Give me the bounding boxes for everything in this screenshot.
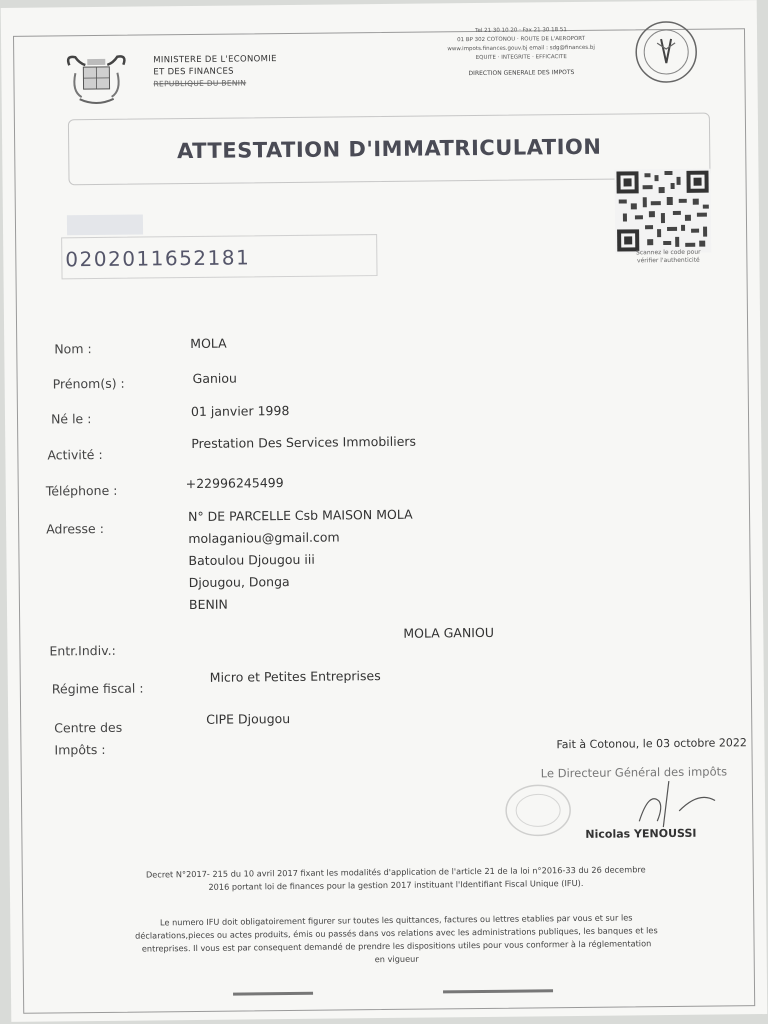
ifu-label-redacted <box>67 215 143 236</box>
signatory-last-name: YENOUSSI <box>633 826 697 841</box>
adresse-line-5: BENIN <box>188 596 228 613</box>
contact-line-3: www.impots.finances.gouv.bj email : sdg@finances.bj <box>447 44 595 53</box>
ministry-header <box>153 53 277 90</box>
motto: EQUITE · INTEGRITE · EFFICACITE <box>475 54 567 62</box>
decree-line-1: Decret N°2017- 215 du 10 avril 2017 fixant les modalités d'application de l'article 21 de la loi n°2016-33 du 26 decembre <box>145 864 646 880</box>
contact-header <box>431 26 612 79</box>
ne-le-value: 01 janvier 1998 <box>190 402 290 420</box>
prenom-label: Prénom(s) : <box>52 375 125 392</box>
activite-value: Prestation Des Services Immobiliers <box>191 433 417 452</box>
adresse-line-2: molaganiou@gmail.com <box>188 529 340 547</box>
document-title: ATTESTATION D'IMMATRICULATION <box>176 134 602 164</box>
ifu-number: 0202011652181 <box>65 245 251 272</box>
decree-line-2: 2016 portant loi de finances pour la gestion 2017 instituant l'Identifiant Fiscal Unique (IFU). <box>208 877 584 892</box>
qr-caption-line-2: vérifier l'authenticité <box>636 256 700 265</box>
nom-label: Nom : <box>54 341 92 357</box>
document-sheet <box>1 0 768 1022</box>
telephone-label: Téléphone : <box>45 482 118 499</box>
stamp-icon <box>503 782 574 839</box>
qr-caption <box>603 248 733 265</box>
centre-impots-label-line-1: Centre des <box>54 719 123 736</box>
notice-line-2: déclarations,pieces ou actes produits, émis ou passés dans vos relations avec les administrations publiques, les banques et les <box>135 925 658 941</box>
qr-caption-line-1: Scannez le code pour <box>636 248 701 257</box>
centre-impots-label <box>54 717 122 762</box>
regime-fiscal-value: Micro et Petites Entreprises <box>209 668 381 685</box>
director-title: Le Directeur Général des impôts <box>540 764 728 781</box>
centre-impots-value: CIPE Djougou <box>206 710 291 727</box>
republic-line: REPUBLIQUE DU BENIN <box>153 78 247 89</box>
contact-line-2: 01 BP 302 COTONOU · ROUTE DE L'AEROPORT <box>457 35 586 44</box>
adresse-label: Adresse : <box>46 520 104 537</box>
handwritten-signature-icon <box>619 771 720 832</box>
notice-line-4: en vigueur <box>374 953 419 965</box>
signatory-name <box>585 827 696 841</box>
direction-name: DIRECTION GENERALE DES IMPOTS <box>468 68 575 78</box>
ministry-line-2: ET DES FINANCES <box>153 66 234 78</box>
ministry-line-1: MINISTERE DE L'ECONOMIE <box>153 54 277 66</box>
notice-line-3: entreprises. Il vous est par consequent demandé de prendre les dispositions utiles pour vous conformer à la réglementation <box>141 938 652 954</box>
telephone-value: +22996245499 <box>185 475 284 492</box>
nom-value: MOLA <box>190 335 227 352</box>
regime-fiscal-label: Régime fiscal : <box>51 680 144 697</box>
benin-coat-of-arms-icon <box>61 51 132 112</box>
dgi-seal-icon <box>633 19 700 86</box>
ifu-notice <box>66 910 727 969</box>
signatory-first-name: Nicolas <box>585 827 635 841</box>
adresse-line-1: N° DE PARCELLE Csb MAISON MOLA <box>187 506 413 525</box>
adresse-line-3: Batoulou Djougou iii <box>188 551 315 569</box>
adresse-line-4: Djougou, Donga <box>188 573 290 591</box>
place-and-date: Fait à Cotonou, le 03 octobre 2022 <box>556 736 747 752</box>
entr-indiv-value: MOLA GANIOU <box>403 624 495 641</box>
adresse-value <box>188 504 414 616</box>
activite-label: Activité : <box>47 446 103 463</box>
prenom-value: Ganiou <box>192 370 237 386</box>
entr-indiv-label: Entr.Indiv.: <box>49 642 116 659</box>
centre-impots-label-line-2: Impôts : <box>54 741 106 758</box>
contact-line-1: Tel 21 30 10 20 · Fax 21 30 18 51 <box>475 27 567 35</box>
qr-code-icon[interactable] <box>614 169 711 254</box>
ne-le-label: Né le : <box>50 411 92 427</box>
notice-line-1: Le numero IFU doit obligatoirement figurer sur toutes les quittances, factures ou lettres etablies par vous et sur les <box>159 912 633 928</box>
